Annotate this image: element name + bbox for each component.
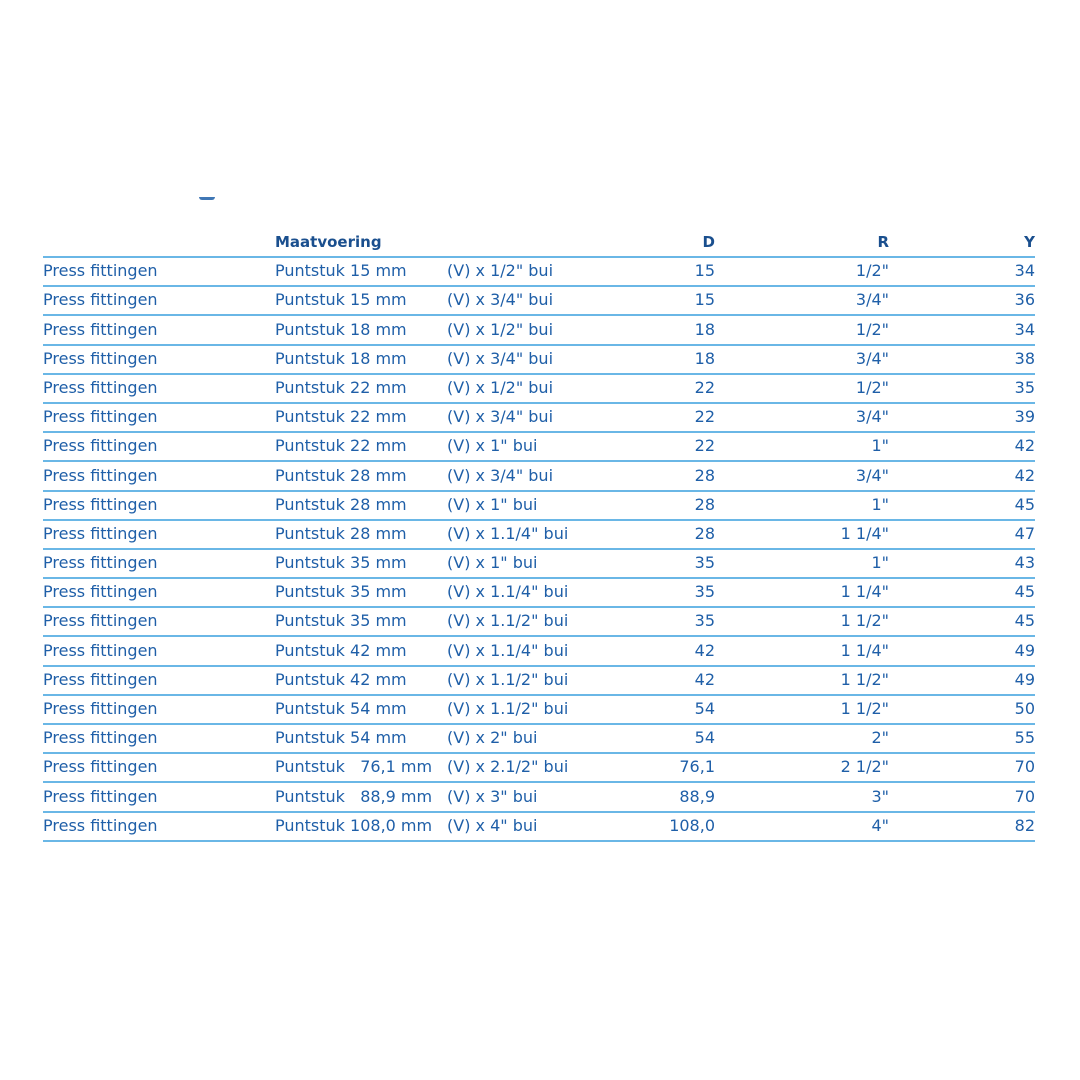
table-header bbox=[43, 227, 1035, 258]
cell-size: Puntstuk 22 mm bbox=[275, 377, 407, 397]
cell-d: 54 bbox=[694, 728, 715, 748]
cell-r: 1/2" bbox=[855, 377, 889, 397]
cell-size: Puntstuk 28 mm bbox=[275, 494, 407, 514]
cell-size: Puntstuk 42 mm bbox=[275, 640, 407, 660]
table-row bbox=[43, 783, 1035, 812]
cell-r: 1" bbox=[871, 436, 889, 456]
cell-r: 1/2" bbox=[855, 319, 889, 339]
cell-category: Press fittingen bbox=[43, 407, 158, 427]
cell-r: 3/4" bbox=[855, 465, 889, 485]
cell-y: 42 bbox=[1014, 465, 1035, 485]
cell-connection: (V) x 3/4" bui bbox=[447, 407, 554, 427]
cell-connection: (V) x 1" bui bbox=[447, 553, 538, 573]
cell-size: Puntstuk 54 mm bbox=[275, 699, 407, 718]
cell-r: 2 1/2" bbox=[840, 757, 889, 777]
cell-connection: (V) x 1/2" bui bbox=[447, 377, 554, 397]
cell-d: 35 bbox=[694, 582, 715, 602]
table-row bbox=[43, 492, 1035, 521]
cell-category: Press fittingen bbox=[43, 261, 158, 281]
cell-size: Puntstuk 35 mm bbox=[275, 611, 407, 631]
cell-r: 3/4" bbox=[855, 407, 889, 427]
cell-connection: (V) x 1.1/4" bui bbox=[447, 523, 569, 543]
cell-d: 35 bbox=[694, 553, 715, 573]
cell-r: 4" bbox=[871, 815, 889, 835]
table-row bbox=[43, 346, 1035, 375]
cell-category: Press fittingen bbox=[43, 669, 158, 689]
cell-size: Puntstuk 28 mm bbox=[275, 523, 407, 543]
table-row bbox=[43, 667, 1035, 696]
cell-y: 49 bbox=[1014, 669, 1035, 689]
cell-d: 108,0 bbox=[669, 815, 715, 835]
table-row bbox=[43, 725, 1035, 754]
table-row bbox=[43, 287, 1035, 316]
cell-category: Press fittingen bbox=[43, 815, 158, 835]
column-header-size: Maatvoering bbox=[275, 233, 382, 251]
cell-category: Press fittingen bbox=[43, 523, 158, 543]
cell-category: Press fittingen bbox=[43, 348, 158, 368]
cell-y: 70 bbox=[1014, 757, 1035, 777]
table-row bbox=[43, 813, 1035, 842]
cell-d: 54 bbox=[694, 699, 715, 718]
table-row bbox=[43, 258, 1035, 287]
cell-size: Puntstuk 18 mm bbox=[275, 319, 407, 339]
cell-r: 1 1/4" bbox=[840, 640, 889, 660]
cell-size: Puntstuk 35 mm bbox=[275, 582, 407, 602]
cell-r: 1 1/4" bbox=[840, 582, 889, 602]
cell-d: 15 bbox=[694, 290, 715, 310]
table-row bbox=[43, 608, 1035, 637]
cell-d: 42 bbox=[694, 669, 715, 689]
cell-y: 45 bbox=[1014, 494, 1035, 514]
cell-d: 88,9 bbox=[679, 786, 715, 806]
cell-y: 34 bbox=[1014, 261, 1035, 281]
cell-category: Press fittingen bbox=[43, 494, 158, 514]
cell-connection: (V) x 1.1/2" bui bbox=[447, 699, 569, 718]
cell-r: 1 1/4" bbox=[840, 523, 889, 543]
cell-size: Puntstuk 108,0 mm bbox=[275, 815, 433, 835]
cell-d: 42 bbox=[694, 640, 715, 660]
cell-r: 1" bbox=[871, 553, 889, 573]
cell-d: 76,1 bbox=[679, 757, 715, 777]
decorative-mark bbox=[199, 197, 215, 200]
cell-y: 43 bbox=[1014, 553, 1035, 573]
cell-y: 39 bbox=[1014, 407, 1035, 427]
cell-y: 50 bbox=[1014, 699, 1035, 718]
table-row bbox=[43, 375, 1035, 404]
cell-size: Puntstuk 54 mm bbox=[275, 728, 407, 748]
cell-size: Puntstuk 15 mm bbox=[275, 290, 407, 310]
cell-connection: (V) x 4" bui bbox=[447, 815, 538, 835]
cell-category: Press fittingen bbox=[43, 786, 158, 806]
cell-d: 22 bbox=[694, 407, 715, 427]
cell-y: 70 bbox=[1014, 786, 1035, 806]
cell-size: Puntstuk 35 mm bbox=[275, 553, 407, 573]
table-body bbox=[43, 258, 1035, 842]
cell-category: Press fittingen bbox=[43, 699, 158, 718]
cell-d: 28 bbox=[694, 523, 715, 543]
cell-category: Press fittingen bbox=[43, 640, 158, 660]
cell-size: Puntstuk 22 mm bbox=[275, 436, 407, 456]
cell-y: 47 bbox=[1014, 523, 1035, 543]
cell-connection: (V) x 2.1/2" bui bbox=[447, 757, 569, 777]
column-header-d: D bbox=[702, 233, 715, 251]
cell-r: 3" bbox=[871, 786, 889, 806]
table-row bbox=[43, 433, 1035, 462]
cell-y: 82 bbox=[1014, 815, 1035, 835]
cell-r: 3/4" bbox=[855, 348, 889, 368]
cell-connection: (V) x 1.1/4" bui bbox=[447, 582, 569, 602]
cell-y: 45 bbox=[1014, 582, 1035, 602]
cell-size: Puntstuk 15 mm bbox=[275, 261, 407, 281]
cell-d: 28 bbox=[694, 494, 715, 514]
table-row bbox=[43, 316, 1035, 345]
cell-r: 1 1/2" bbox=[840, 699, 889, 718]
cell-category: Press fittingen bbox=[43, 465, 158, 485]
cell-y: 35 bbox=[1014, 377, 1035, 397]
cell-y: 49 bbox=[1014, 640, 1035, 660]
cell-category: Press fittingen bbox=[43, 436, 158, 456]
cell-connection: (V) x 3" bui bbox=[447, 786, 538, 806]
cell-connection: (V) x 1.1/2" bui bbox=[447, 611, 569, 631]
table-row bbox=[43, 696, 1035, 725]
cell-y: 42 bbox=[1014, 436, 1035, 456]
table-row bbox=[43, 754, 1035, 783]
cell-r: 3/4" bbox=[855, 290, 889, 310]
table-row bbox=[43, 462, 1035, 491]
cell-d: 15 bbox=[694, 261, 715, 281]
cell-connection: (V) x 1.1/4" bui bbox=[447, 640, 569, 660]
cell-size: Puntstuk 22 mm bbox=[275, 407, 407, 427]
cell-connection: (V) x 1" bui bbox=[447, 436, 538, 456]
cell-d: 22 bbox=[694, 377, 715, 397]
cell-category: Press fittingen bbox=[43, 582, 158, 602]
cell-d: 18 bbox=[694, 348, 715, 368]
table-row bbox=[43, 579, 1035, 608]
cell-r: 2" bbox=[871, 728, 889, 748]
cell-y: 55 bbox=[1014, 728, 1035, 748]
cell-size: Puntstuk 28 mm bbox=[275, 465, 407, 485]
cell-connection: (V) x 1.1/2" bui bbox=[447, 669, 569, 689]
cell-r: 1" bbox=[871, 494, 889, 514]
cell-r: 1 1/2" bbox=[840, 611, 889, 631]
cell-r: 1/2" bbox=[855, 261, 889, 281]
column-header-r: R bbox=[877, 233, 889, 251]
cell-y: 45 bbox=[1014, 611, 1035, 631]
cell-y: 38 bbox=[1014, 348, 1035, 368]
cell-connection: (V) x 3/4" bui bbox=[447, 465, 554, 485]
cell-category: Press fittingen bbox=[43, 728, 158, 748]
cell-category: Press fittingen bbox=[43, 319, 158, 339]
cell-connection: (V) x 3/4" bui bbox=[447, 290, 554, 310]
spec-table bbox=[43, 227, 1035, 842]
cell-d: 28 bbox=[694, 465, 715, 485]
table-row bbox=[43, 404, 1035, 433]
cell-d: 22 bbox=[694, 436, 715, 456]
cell-size: Puntstuk 18 mm bbox=[275, 348, 407, 368]
cell-category: Press fittingen bbox=[43, 553, 158, 573]
table-row bbox=[43, 521, 1035, 550]
cell-category: Press fittingen bbox=[43, 757, 158, 777]
table-row bbox=[43, 637, 1035, 666]
cell-d: 35 bbox=[694, 611, 715, 631]
cell-r: 1 1/2" bbox=[840, 669, 889, 689]
cell-connection: (V) x 1/2" bui bbox=[447, 319, 554, 339]
column-header-y: Y bbox=[1024, 233, 1035, 251]
cell-connection: (V) x 1/2" bui bbox=[447, 261, 554, 281]
cell-d: 18 bbox=[694, 319, 715, 339]
cell-connection: (V) x 2" bui bbox=[447, 728, 538, 748]
cell-category: Press fittingen bbox=[43, 377, 158, 397]
cell-y: 34 bbox=[1014, 319, 1035, 339]
cell-size: Puntstuk 88,9 mm bbox=[275, 786, 433, 806]
cell-size: Puntstuk 76,1 mm bbox=[275, 757, 433, 777]
cell-category: Press fittingen bbox=[43, 290, 158, 310]
table-row bbox=[43, 550, 1035, 579]
cell-category: Press fittingen bbox=[43, 611, 158, 631]
cell-y: 36 bbox=[1014, 290, 1035, 310]
cell-connection: (V) x 1" bui bbox=[447, 494, 538, 514]
cell-size: Puntstuk 42 mm bbox=[275, 669, 407, 689]
cell-connection: (V) x 3/4" bui bbox=[447, 348, 554, 368]
